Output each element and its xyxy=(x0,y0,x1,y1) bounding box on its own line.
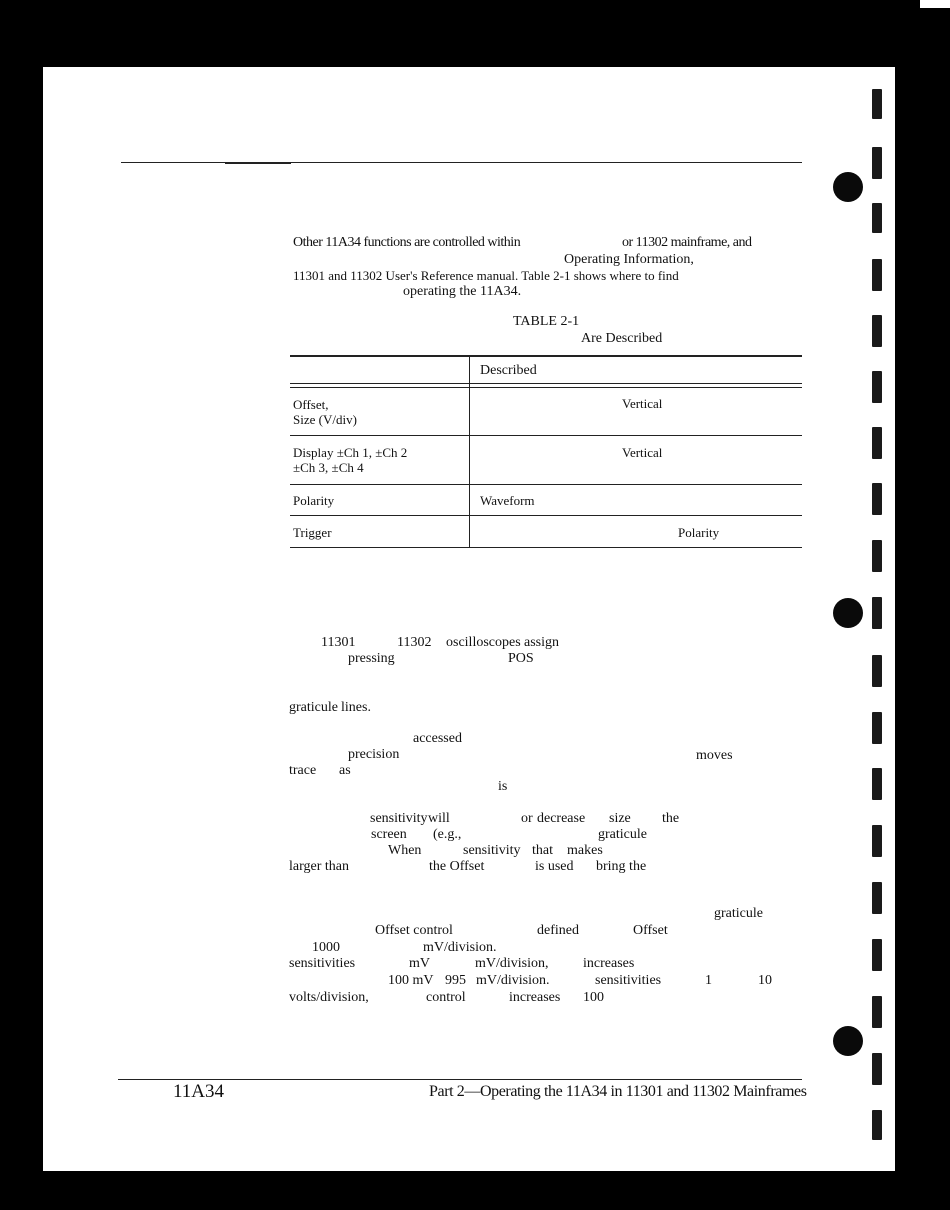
footer-rule xyxy=(118,1079,802,1080)
body-word: makes xyxy=(567,843,603,858)
body-word: oscilloscopes xyxy=(446,635,521,650)
body-word: increases xyxy=(583,956,635,971)
binding-mark xyxy=(872,825,882,857)
intro-line-2: Operating Information, xyxy=(564,252,694,267)
body-word: mV/division. xyxy=(476,973,550,988)
body-word: precision xyxy=(348,747,400,762)
table-cell-function: Display ±Ch 1, ±Ch 2 xyxy=(293,445,408,460)
table-cell-location: Waveform xyxy=(480,493,535,508)
body-word: accessed xyxy=(413,731,462,746)
body-word: Offset xyxy=(633,923,668,938)
binding-mark xyxy=(872,882,882,914)
table-bottom-rule xyxy=(290,547,802,548)
body-word: graticule xyxy=(289,700,338,715)
footer-model: 11A34 xyxy=(173,1081,225,1102)
header-rule-accent xyxy=(225,163,291,164)
body-word: or xyxy=(521,811,533,826)
body-word: graticule xyxy=(714,906,763,921)
punch-hole-icon xyxy=(833,1026,863,1056)
table-caption-number: TABLE 2-1 xyxy=(513,314,580,329)
table-cell-function-2: Size (V/div) xyxy=(293,412,357,427)
body-word: POS xyxy=(508,651,534,666)
body-word: 11302 xyxy=(397,635,432,650)
body-word: (e.g., xyxy=(433,827,462,842)
body-word: Offset control xyxy=(375,923,453,938)
table-column-divider xyxy=(469,357,470,548)
body-word: decrease xyxy=(537,811,586,826)
scan-border-top xyxy=(0,0,950,40)
body-word: is xyxy=(498,779,508,794)
body-word: trace xyxy=(289,763,317,778)
binding-mark xyxy=(872,540,882,572)
intro-line-1a: Other 11A34 functions are controlled within xyxy=(293,235,521,250)
intro-line-1b: or 11302 mainframe, and xyxy=(622,235,752,250)
punch-hole-icon xyxy=(833,598,863,628)
body-word: assign xyxy=(524,635,559,650)
table-row-rule xyxy=(290,484,802,485)
table-cell-function: Trigger xyxy=(293,525,332,540)
table-cell-function-2: ±Ch 3, ±Ch 4 xyxy=(293,460,364,475)
body-word: is used xyxy=(535,859,574,874)
body-word: 11301 xyxy=(321,635,356,650)
body-word: that xyxy=(532,843,553,858)
binding-mark xyxy=(872,939,882,971)
binding-mark xyxy=(872,712,882,744)
table-header-described: Described xyxy=(480,363,537,378)
binding-mark xyxy=(872,89,882,119)
body-word: 995 xyxy=(445,973,466,988)
table-cell-location: Polarity xyxy=(678,525,720,540)
body-word: 1 xyxy=(705,973,712,988)
table-top-rule xyxy=(290,355,802,357)
header-rule xyxy=(121,162,802,163)
intro-line-4: operating the 11A34. xyxy=(403,284,522,299)
scan-gap xyxy=(920,0,950,8)
body-word: screen xyxy=(371,827,407,842)
binding-mark xyxy=(872,768,882,800)
body-word: control xyxy=(426,990,466,1005)
binding-mark xyxy=(872,259,882,291)
body-word: sensitivity xyxy=(463,843,521,858)
binding-mark xyxy=(872,203,882,233)
table-cell-location: Vertical xyxy=(622,396,663,411)
binding-mark xyxy=(872,147,882,179)
body-word: When xyxy=(388,843,422,858)
table-row-rule xyxy=(290,515,802,516)
body-word: graticule xyxy=(598,827,647,842)
body-word: mV xyxy=(409,956,430,971)
binding-mark xyxy=(872,996,882,1028)
body-word: mV/division, xyxy=(475,956,549,971)
body-word: the Offset xyxy=(429,859,485,874)
table-header-rule-1 xyxy=(290,383,802,384)
binding-mark xyxy=(872,371,882,403)
body-word: as xyxy=(339,763,351,778)
body-word: 100 mV xyxy=(388,973,434,988)
body-word: larger than xyxy=(289,859,349,874)
body-word: will xyxy=(428,811,450,826)
body-word: volts/division, xyxy=(289,990,369,1005)
table-cell-function: Offset, xyxy=(293,397,329,412)
body-word: size xyxy=(609,811,631,826)
body-word: lines. xyxy=(341,700,371,715)
table-row-rule xyxy=(290,435,802,436)
binding-mark xyxy=(872,483,882,515)
binding-mark xyxy=(872,315,882,347)
binding-mark xyxy=(872,427,882,459)
binding-mark xyxy=(872,1110,882,1140)
body-word: 100 xyxy=(583,990,604,1005)
punch-hole-icon xyxy=(833,172,863,202)
body-word: the xyxy=(662,811,680,826)
body-word: mV/division. xyxy=(423,940,497,955)
binding-mark xyxy=(872,655,882,687)
body-word: pressing xyxy=(348,651,395,666)
binding-mark xyxy=(872,1053,882,1085)
intro-line-3: 11301 and 11302 User's Reference manual. Table 2-1 shows where to find xyxy=(293,268,679,283)
body-word: increases xyxy=(509,990,561,1005)
body-word: defined xyxy=(537,923,579,938)
table-cell-function: Polarity xyxy=(293,493,335,508)
body-word: 1000 xyxy=(312,940,340,955)
table-cell-location: Vertical xyxy=(622,445,663,460)
body-word: sensitivities xyxy=(595,973,662,988)
body-word: moves xyxy=(696,748,733,763)
document-page xyxy=(43,67,895,1171)
body-word: bring the xyxy=(596,859,647,874)
table-caption-text: Are Described xyxy=(581,331,663,346)
body-word: sensitivity xyxy=(370,811,428,826)
body-word: 10 xyxy=(758,973,772,988)
body-word: sensitivities xyxy=(289,956,356,971)
table-header-rule-2 xyxy=(290,387,802,388)
binding-mark xyxy=(872,597,882,629)
footer-section-title: Part 2—Operating the 11A34 in 11301 and 11302 Mainframes xyxy=(429,1083,807,1100)
